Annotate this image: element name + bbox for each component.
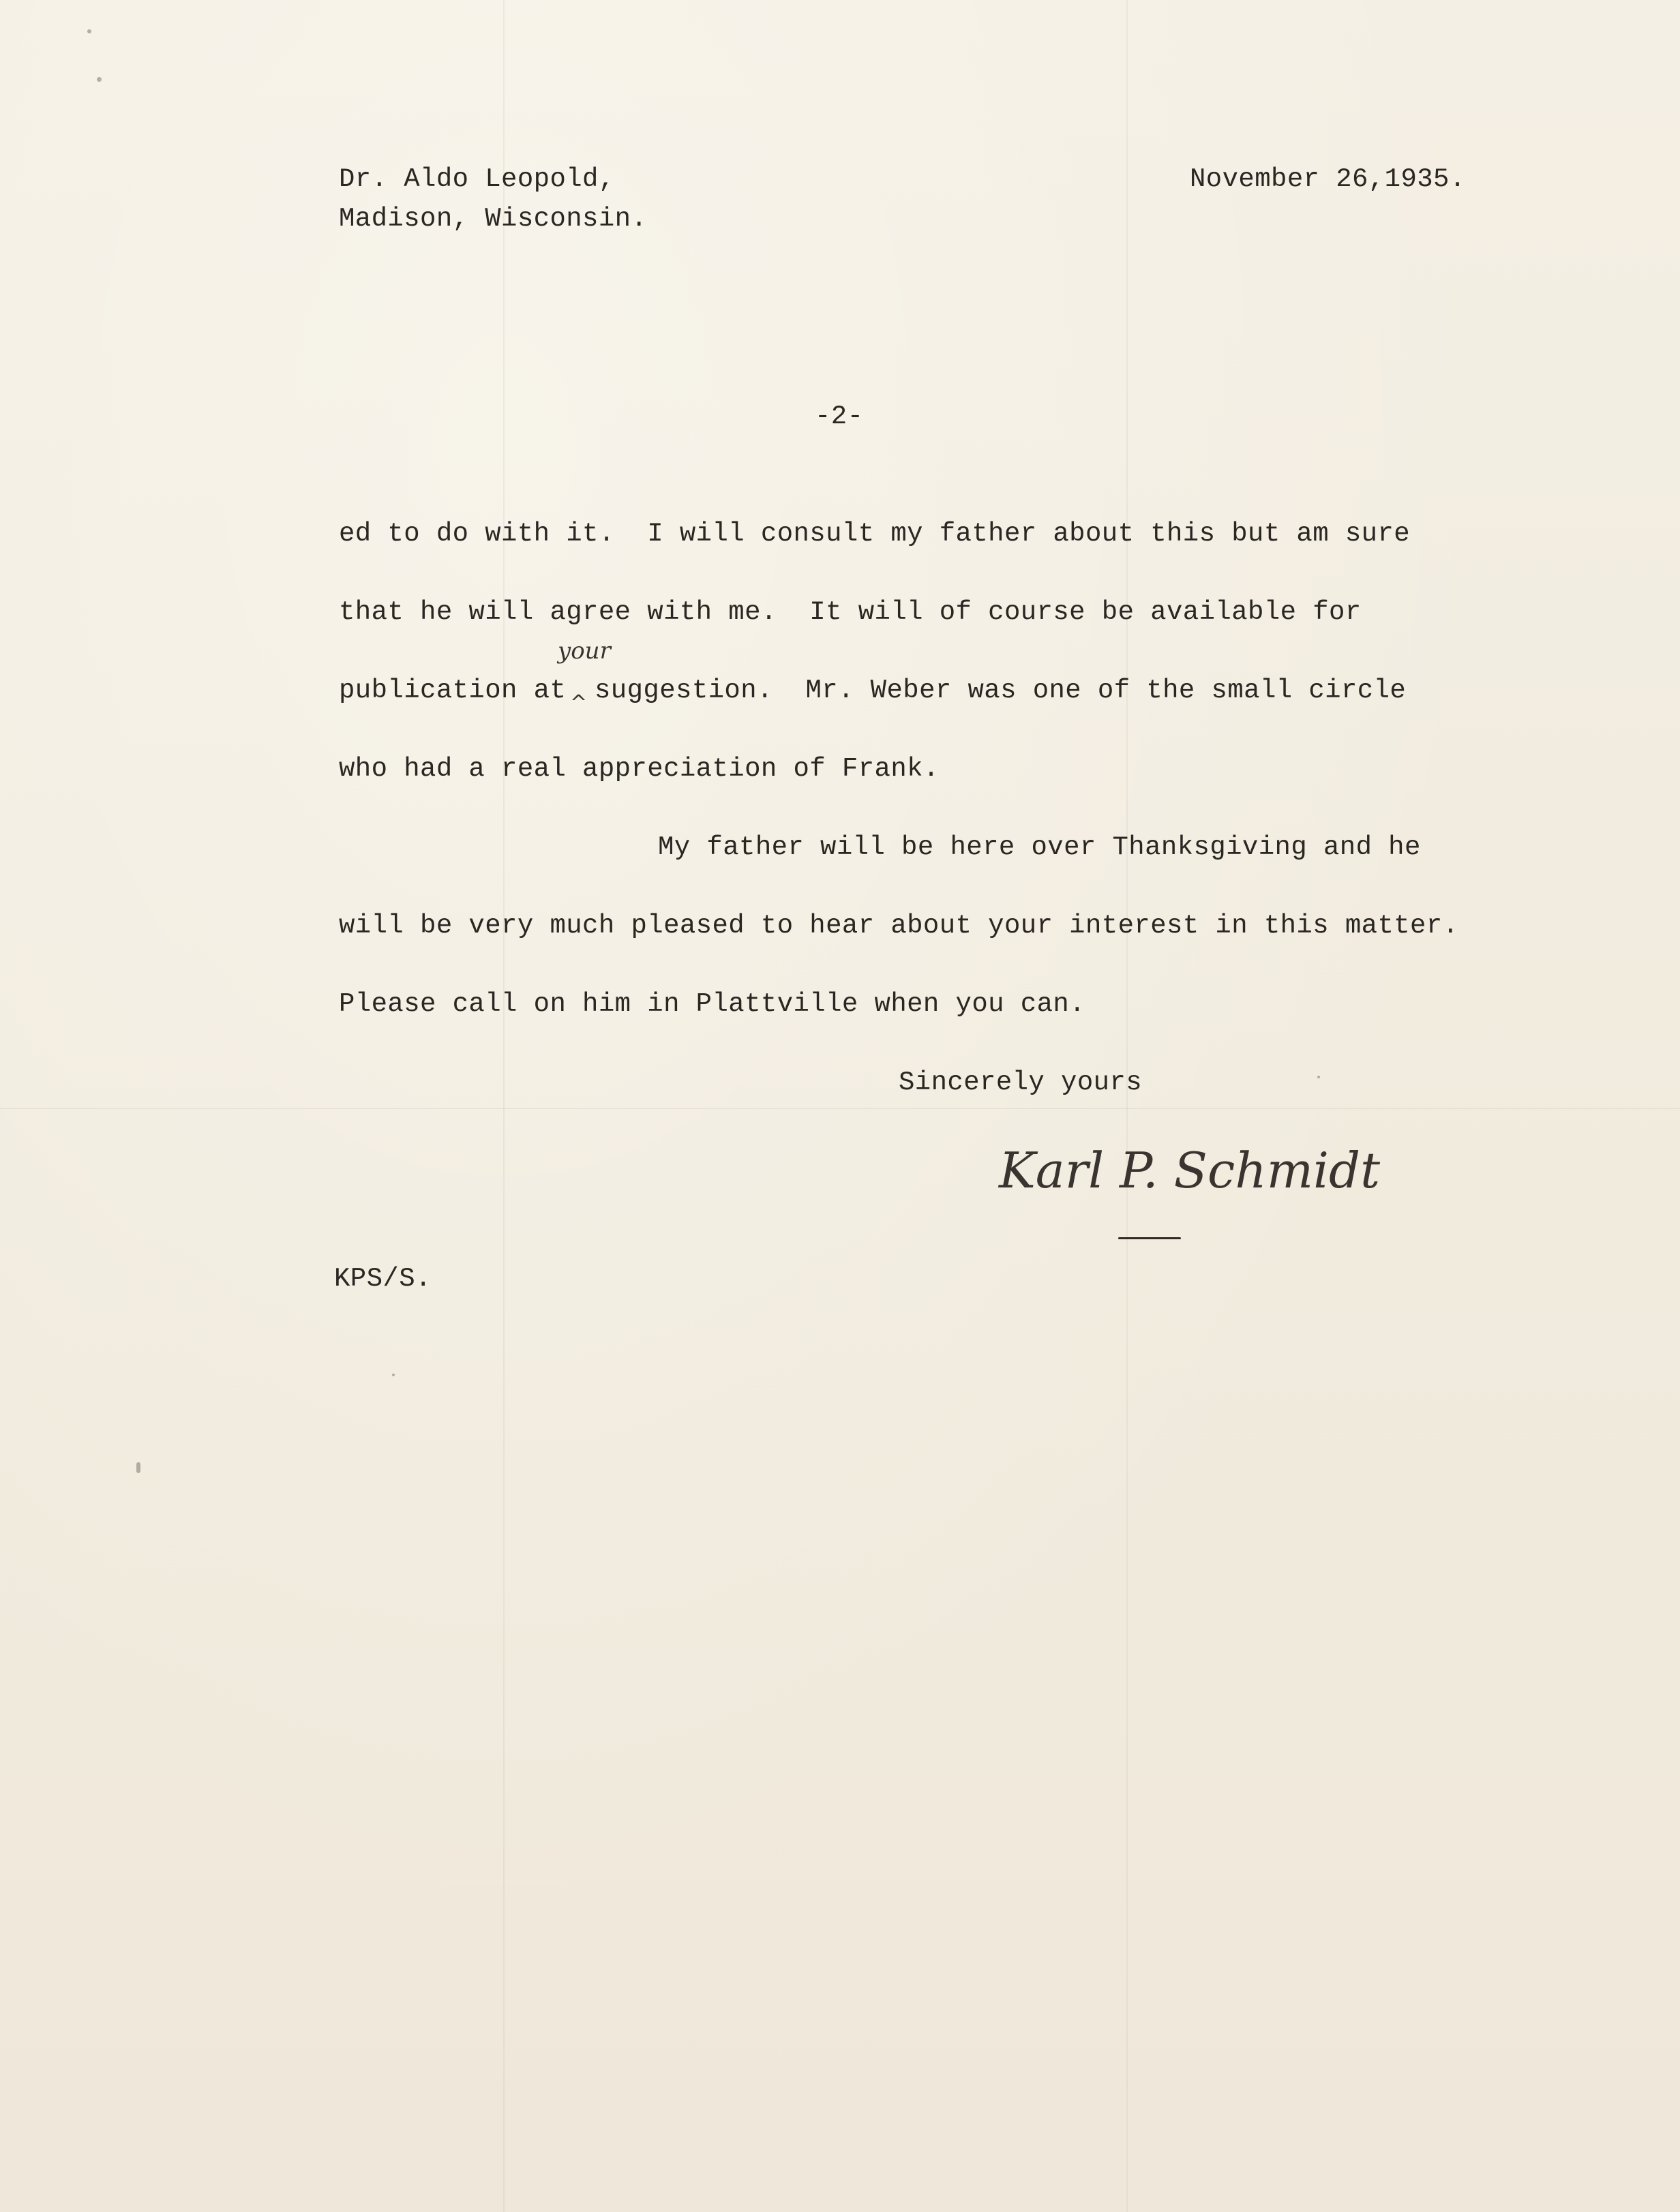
closing: Sincerely yours: [899, 1067, 1143, 1097]
paper-fold-line: [1126, 0, 1128, 2212]
signature-underline: [1118, 1237, 1181, 1239]
body-line: will be very much pleased to hear about your interest in this matter.: [339, 911, 1459, 941]
body-line: Please call on him in Plattville when you can.: [339, 989, 1085, 1019]
body-line: who had a real appreciation of Frank.: [339, 754, 940, 784]
page-number: -2-: [815, 402, 864, 431]
recipient-name: Dr. Aldo Leopold,: [339, 164, 615, 194]
insertion-caret-icon: ^: [570, 691, 588, 715]
paper-speck: [392, 1374, 395, 1376]
signature: Karl P. Schmidt: [999, 1142, 1381, 1199]
paper-fold-line: [503, 0, 505, 2212]
paper-speck: [87, 29, 91, 33]
handwritten-insertion: your: [558, 637, 611, 665]
paper-fold-line: [0, 1108, 1680, 1109]
paper-speck: [97, 77, 102, 82]
paper-speck: [136, 1462, 140, 1473]
letter-date: November 26,1935.: [1190, 164, 1466, 194]
body-line: ed to do with it. I will consult my father about this but am sure: [339, 519, 1411, 549]
body-line: publication at: [339, 676, 567, 706]
body-line: suggestion. Mr. Weber was one of the small circle: [595, 676, 1407, 706]
body-line: that he will agree with me. It will of course be available for: [339, 597, 1362, 627]
paper-speck: [1317, 1076, 1320, 1078]
recipient-address: Madison, Wisconsin.: [339, 204, 648, 234]
body-line: My father will be here over Thanksgiving and he: [658, 832, 1421, 862]
typist-initials: KPS/S.: [334, 1264, 432, 1294]
